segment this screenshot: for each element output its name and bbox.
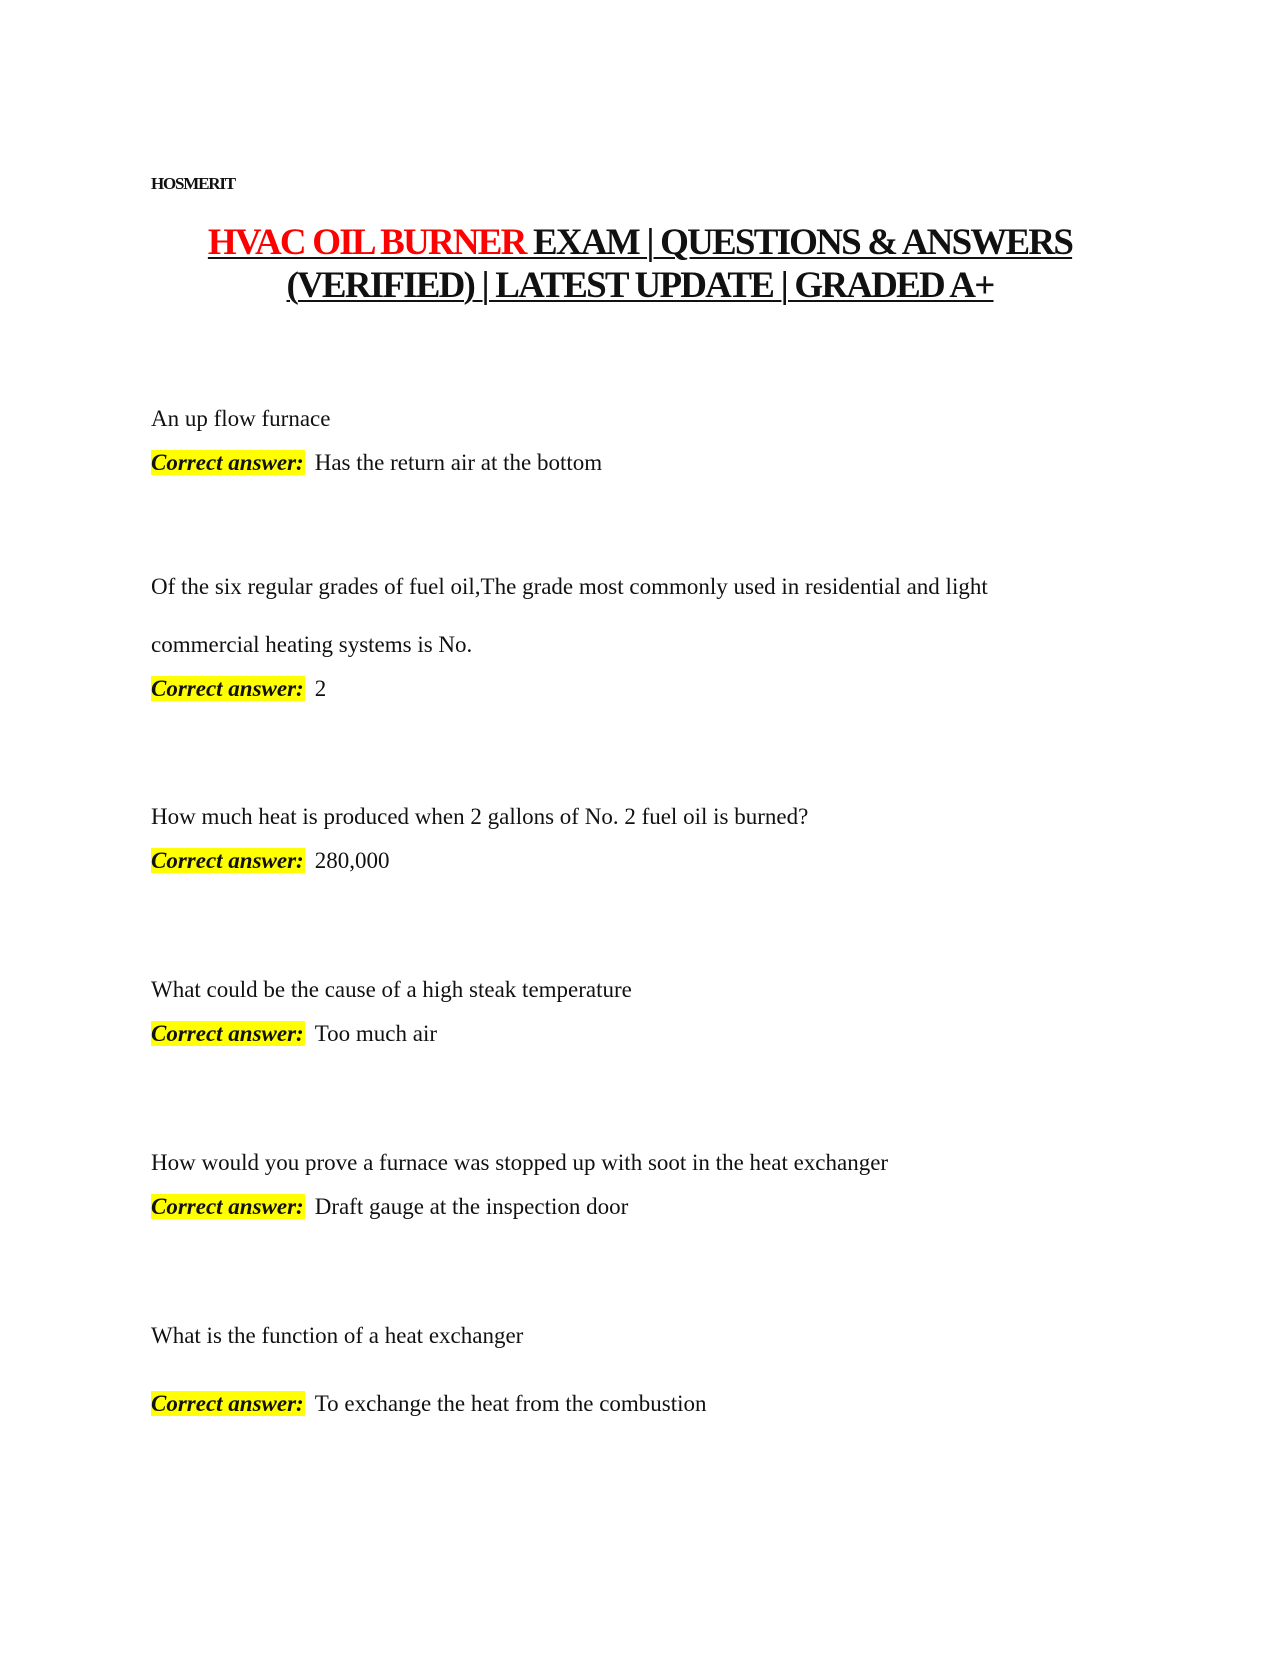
question-text-line-1: Of the six regular grades of fuel oil,The grade most commonly used in residential and light (151, 574, 988, 599)
answer-row (151, 846, 1131, 876)
qa-item-1 (151, 390, 1131, 478)
answer-text: Draft gauge at the inspection door (314, 1194, 629, 1219)
answer-row (151, 1389, 1131, 1419)
correct-answer-label: Correct answer: (151, 676, 304, 701)
answer-text: Too much air (314, 1021, 438, 1046)
qa-item-6 (151, 1307, 1131, 1419)
answer-text: 2 (314, 676, 327, 701)
correct-answer-label: Correct answer: (151, 450, 304, 475)
answer-row (151, 674, 1131, 704)
qa-item-4 (151, 961, 1131, 1049)
correct-answer-label: Correct answer: (151, 1021, 304, 1046)
qa-item-5 (151, 1134, 1131, 1222)
title-line2: (VERIFIED) | LATEST UPDATE | GRADED A+ (286, 265, 994, 306)
answer-text: 280,000 (314, 848, 390, 873)
answer-row (151, 1192, 1131, 1222)
question-text: An up flow furnace (151, 406, 331, 431)
header-label: HOSMERIT (151, 174, 235, 193)
qa-item-2 (151, 558, 1131, 704)
answer-text: To exchange the heat from the combustion (314, 1391, 707, 1416)
title-accent: HVAC OIL BURNER (207, 222, 526, 263)
answer-row (151, 448, 1131, 478)
answer-row (151, 1019, 1131, 1049)
question-text: How would you prove a furnace was stopped up with soot in the heat exchanger (151, 1150, 889, 1175)
correct-answer-label: Correct answer: (151, 1194, 304, 1219)
correct-answer-label: Correct answer: (151, 1391, 304, 1416)
question-text: How much heat is produced when 2 gallons of No. 2 fuel oil is burned? (151, 804, 809, 829)
question-text-line-2: commercial heating systems is No. (151, 632, 473, 657)
qa-item-3 (151, 788, 1131, 876)
question-text: What could be the cause of a high steak temperature (151, 977, 632, 1002)
correct-answer-label: Correct answer: (151, 848, 304, 873)
title-line1-rest: EXAM | QUESTIONS & ANSWERS (525, 222, 1073, 263)
question-text: What is the function of a heat exchanger (151, 1323, 524, 1348)
answer-text: Has the return air at the bottom (314, 450, 603, 475)
page-title (100, 221, 1180, 307)
